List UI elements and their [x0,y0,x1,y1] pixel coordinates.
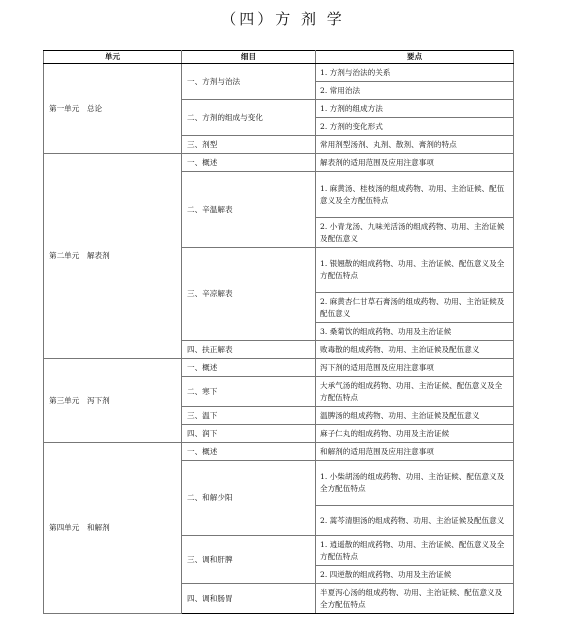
table-row [44,359,514,377]
point-cell: 大承气汤的组成药物、功用、主治证候、配伍意义及全方配伍特点 [316,377,514,407]
point-cell: 半夏泻心汤的组成药物、功用、主治证候、配伍意义及全方配伍特点 [316,584,514,614]
item-cell: 二、方剂的组成与变化 [182,100,316,136]
point-cell: 泻下剂的适用范围及应用注意事项 [316,359,514,377]
header-unit: 单元 [44,51,182,64]
page-title: （四）方 剂 学 [221,10,345,28]
unit-cell: 第一单元 总论 [44,64,182,154]
unit-cell: 第二单元 解表剂 [44,154,182,359]
item-cell: 一、概述 [182,154,316,172]
point-cell: 2. 蒿芩清胆汤的组成药物、功用、主治证候及配伍意义 [316,506,514,536]
item-cell: 三、辛凉解表 [182,248,316,341]
point-cell: 2. 方剂的变化形式 [316,118,514,136]
table-row [44,154,514,172]
point-cell: 1. 麻黄汤、桂枝汤的组成药物、功用、主治证候、配伍意义及全方配伍特点 [316,172,514,218]
point-cell: 解表剂的适用范围及应用注意事项 [316,154,514,172]
point-cell: 1. 方剂与治法的关系 [316,64,514,82]
item-cell: 四、润下 [182,425,316,443]
point-cell: 3. 桑菊饮的组成药物、功用及主治证候 [316,323,514,341]
item-cell: 一、概述 [182,443,316,461]
item-cell: 四、扶正解表 [182,341,316,359]
point-cell: 麻子仁丸的组成药物、功用及主治证候 [316,425,514,443]
item-cell: 二、和解少阳 [182,461,316,536]
point-cell: 1. 银翘散的组成药物、功用、主治证候、配伍意义及全方配伍特点 [316,248,514,293]
item-cell: 一、概述 [182,359,316,377]
table-row [44,64,514,82]
header-item: 细目 [182,51,316,64]
point-cell: 2. 小青龙汤、九味羌活汤的组成药物、功用、主治证候及配伍意义 [316,218,514,248]
item-cell: 三、调和肝脾 [182,536,316,584]
item-cell: 三、温下 [182,407,316,425]
point-cell: 1. 逍遥散的组成药物、功用、主治证候、配伍意义及全方配伍特点 [316,536,514,566]
point-cell: 1. 小柴胡汤的组成药物、功用、主治证候、配伍意义及全方配伍特点 [316,461,514,506]
unit-cell: 第四单元 和解剂 [44,443,182,614]
point-cell: 1. 方剂的组成方法 [316,100,514,118]
point-cell: 2. 常用治法 [316,82,514,100]
item-cell: 二、辛温解表 [182,172,316,248]
unit-cell: 第三单元 泻下剂 [44,359,182,443]
table-row [44,443,514,461]
point-cell: 2. 麻黄杏仁甘草石膏汤的组成药物、功用、主治证候及配伍意义 [316,293,514,323]
header-row [44,51,514,64]
point-cell: 和解剂的适用范围及应用注意事项 [316,443,514,461]
item-cell: 一、方剂与治法 [182,64,316,100]
point-cell: 温脾汤的组成药物、功用、主治证候及配伍意义 [316,407,514,425]
point-cell: 败毒散的组成药物、功用、主治证候及配伍意义 [316,341,514,359]
header-points: 要点 [316,51,514,64]
syllabus-table [43,50,514,614]
item-cell: 二、寒下 [182,377,316,407]
item-cell: 四、调和肠胃 [182,584,316,614]
point-cell: 常用剂型汤剂、丸剂、散剂、膏剂的特点 [316,136,514,154]
item-cell: 三、剂型 [182,136,316,154]
point-cell: 2. 四逆散的组成药物、功用及主治证候 [316,566,514,584]
